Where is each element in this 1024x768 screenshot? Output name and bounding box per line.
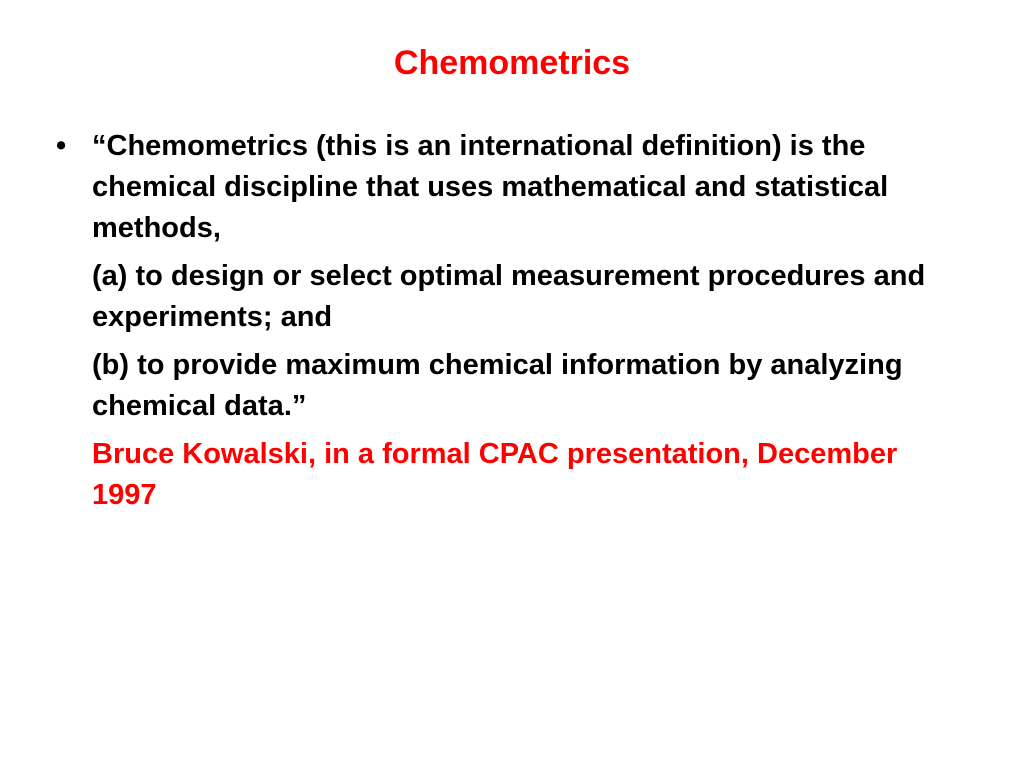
bullet-row [56,126,956,256]
slide-title: Chemometrics [393,44,631,82]
bullet-block [56,126,956,523]
quote-attribution: Bruce Kowalski, in a formal CPAC presentation, December 1997 [92,438,898,511]
bullet-icon: • [56,130,67,162]
definition-point-b: (b) to provide maximum chemical information by analyzing chemical data.” [92,349,903,422]
definition-quote: “Chemometrics (this is an international definition) is the chemical discipline that uses mathematical and statistical methods, [92,130,889,244]
definition-point-a: (a) to design or select optimal measurement procedures and experiments; and [92,260,926,333]
